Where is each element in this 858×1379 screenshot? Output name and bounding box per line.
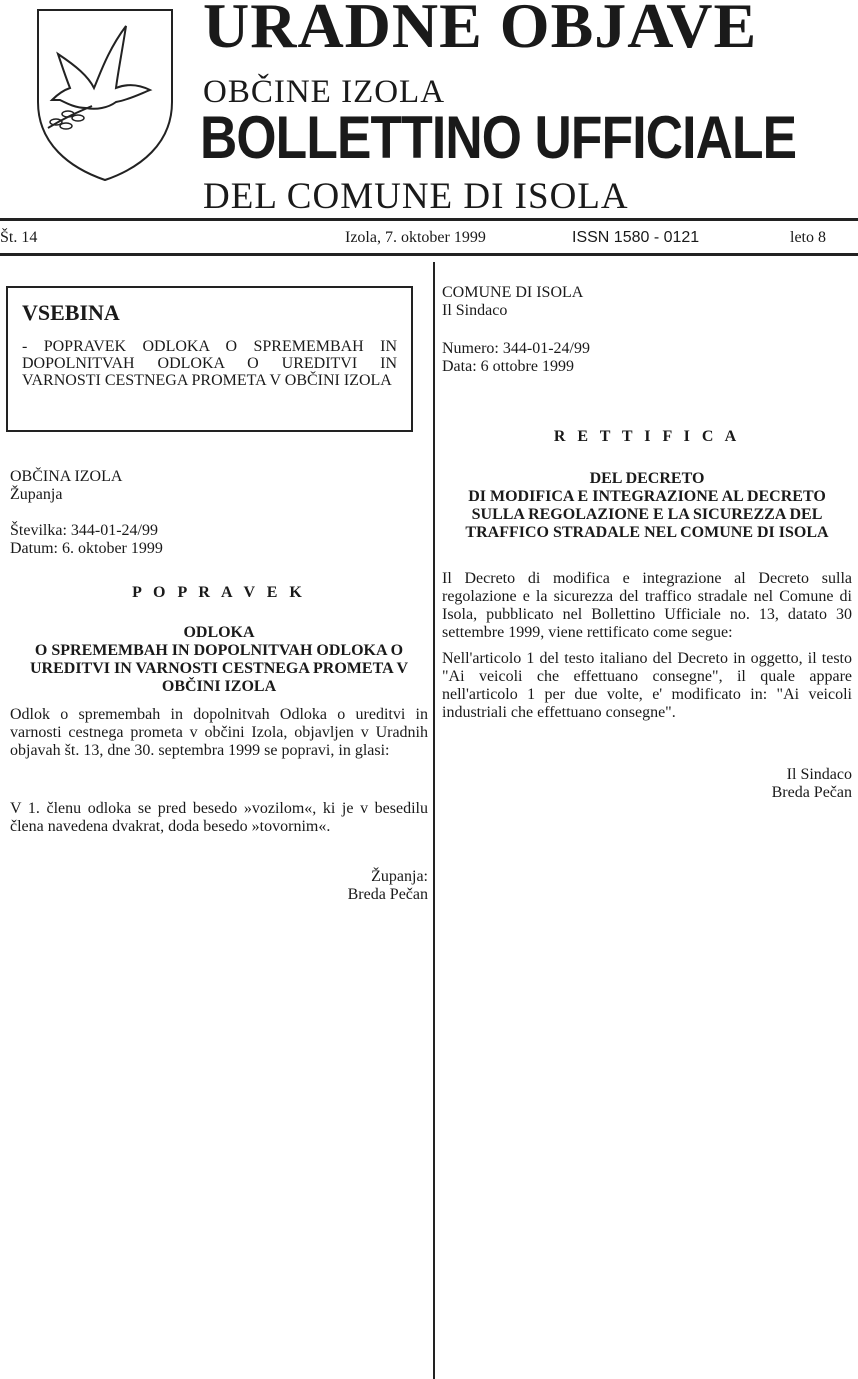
- italian-title: R E T T I F I C A: [553, 428, 741, 445]
- masthead-title-slovene: URADNE OBJAVE: [203, 0, 758, 61]
- italian-issuer: COMUNE DI ISOLA: [442, 284, 584, 301]
- italian-reference-block: [442, 340, 852, 376]
- italian-subtitle-1: DEL DECRETO: [589, 470, 705, 487]
- issue-year: leto 8: [790, 229, 826, 246]
- italian-issuer-block: [442, 284, 852, 320]
- italian-sign-name: Breda Pečan: [771, 784, 852, 801]
- slovene-subtitle-1: ODLOKA: [183, 624, 255, 641]
- masthead-subtitle-italian: DEL COMUNE DI ISOLA: [203, 176, 629, 217]
- slovene-date: Datum: 6. oktober 1999: [10, 540, 163, 557]
- contents-box: [6, 286, 413, 432]
- italian-signature: [442, 766, 852, 802]
- masthead-title-italian: BOLLETTINO UFFICIALE: [200, 104, 797, 171]
- slovene-paragraph-2-text: V 1. členu odloka se pred besedo »vozilom«, ki je v besedilu člena navedena dvakrat, doda besedo »tovornim«.: [10, 800, 428, 835]
- issue-issn: ISSN 1580 - 0121: [572, 229, 700, 246]
- slovene-subtitle-2: O SPREMEMBAH IN DOPOLNITVAH ODLOKA O UREDITVI IN VARNOSTI CESTNEGA PROMETA V OBČINI IZOLA: [29, 642, 408, 695]
- italian-paragraph-2-text: Nell'articolo 1 del testo italiano del Decreto in oggetto, il testo "Ai veicoli che effettuano consegne", il quale appare nell'articolo 1 per due volte, e' modificato in: "Ai veicoli industriali che effettuano consegne".: [442, 650, 852, 721]
- italian-subtitle-2: DI MODIFICA E INTEGRAZIONE AL DECRETO SULLA REGOLAZIONE E LA SICUREZZA DEL TRAFFICO STRADALE NEL COMUNE DI ISOLA: [465, 488, 829, 541]
- italian-paragraph-2: [442, 650, 852, 722]
- slovene-paragraph-1-text: Odlok o spremembah in dopolnitvah Odloka o ureditvi in varnosti cestnega prometa v občini Izola, objavljen v Uradnih objavah št. 13, dne 30. septembra 1999 se popravi, in glasi:: [10, 706, 428, 759]
- slovene-paragraph-2: [10, 800, 428, 836]
- issue-number: Št. 14: [0, 229, 38, 246]
- contents-item: - POPRAVEK ODLOKA O SPREMEMBAH IN DOPOLNITVAH ODLOKA O UREDITVI IN VARNOSTI CESTNEGA PROMETA V OBČINI IZOLA: [22, 338, 397, 389]
- italian-role: Il Sindaco: [442, 302, 508, 319]
- slovene-paragraph-1: [10, 706, 428, 760]
- coat-of-arms-dove-icon: [30, 4, 180, 184]
- italian-paragraph-1-text: Il Decreto di modifica e integrazione al Decreto sulla regolazione e la sicurezza del traffico stradale nel Comune di Isola, pubblicato nel Bollettino Ufficiale no. 13, datato 30 settembre 1999, viene rettificato come segue:: [442, 570, 852, 641]
- slovene-number: Številka: 344-01-24/99: [10, 522, 158, 539]
- slovene-issuer-block: [10, 468, 428, 504]
- slovene-subtitle-block: [10, 624, 428, 696]
- italian-date: Data: 6 ottobre 1999: [442, 358, 574, 375]
- slovene-signature: [10, 868, 428, 904]
- italian-paragraph-1: [442, 570, 852, 642]
- slovene-role: Županja: [10, 486, 63, 503]
- column-divider: [433, 262, 435, 1379]
- slovene-sign-name: Breda Pečan: [347, 886, 428, 903]
- slovene-sign-role: Županja:: [371, 868, 428, 885]
- italian-sign-role: Il Sindaco: [786, 766, 852, 783]
- header-rule-top: [0, 218, 858, 221]
- contents-heading: VSEBINA: [22, 300, 120, 325]
- italian-number: Numero: 344-01-24/99: [442, 340, 590, 357]
- slovene-title: P O P R A V E K: [132, 584, 306, 601]
- slovene-issuer: OBČINA IZOLA: [10, 468, 123, 485]
- header-rule-bottom: [0, 253, 858, 256]
- issue-place-date: Izola, 7. oktober 1999: [345, 229, 486, 246]
- slovene-reference-block: [10, 522, 428, 558]
- italian-subtitle-block: [442, 470, 852, 542]
- masthead-subtitle-slovene: OBČINE IZOLA: [203, 74, 446, 110]
